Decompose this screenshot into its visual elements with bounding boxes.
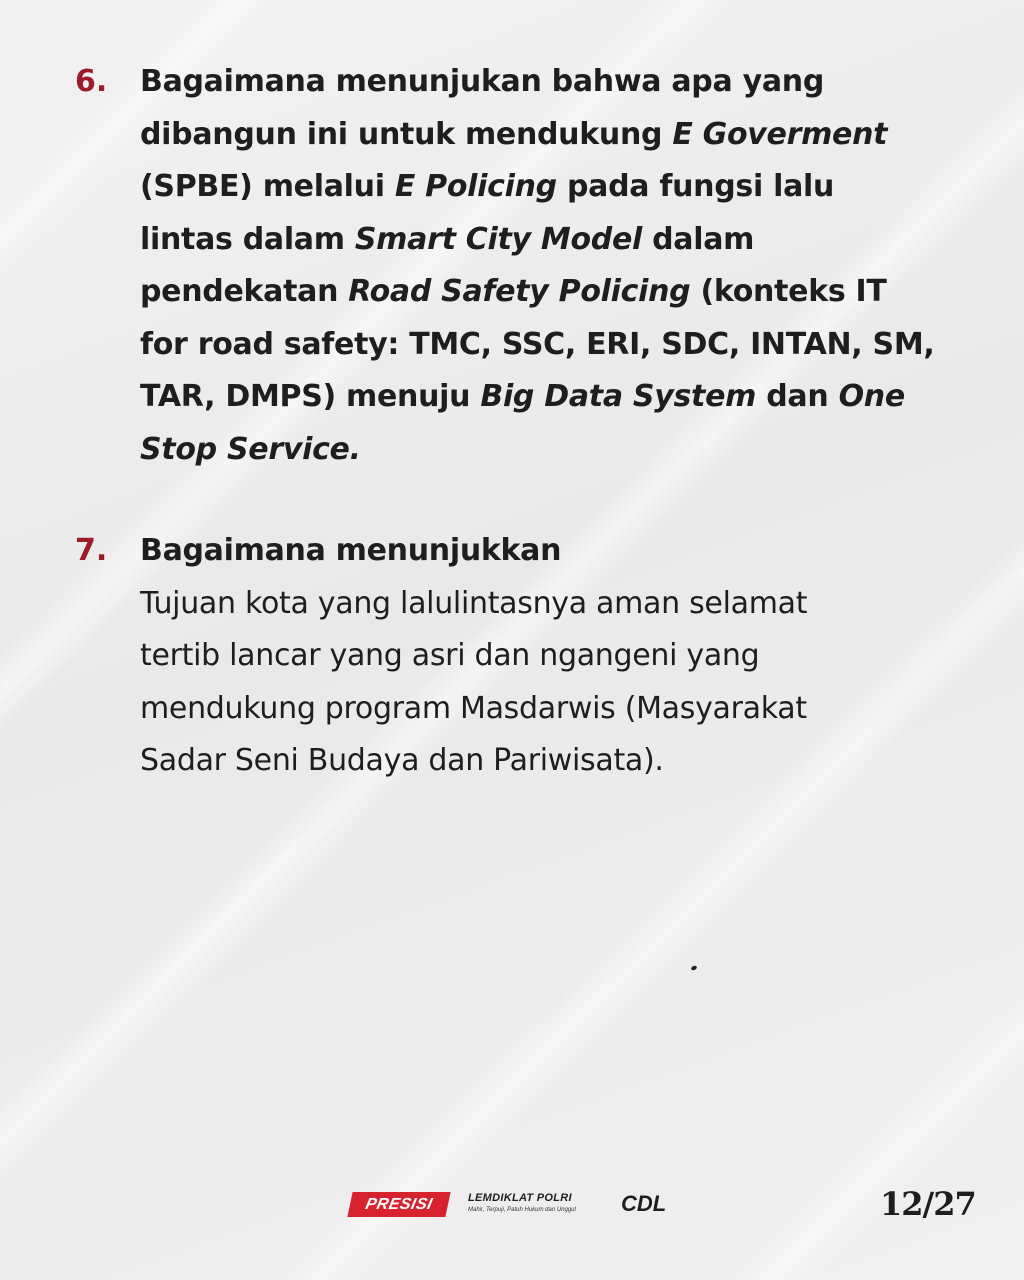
- text-segment: TAR, DMPS) menuju: [140, 379, 481, 414]
- text-segment: (SPBE) melalui: [140, 169, 395, 204]
- item-7-line: mendukung program Masdarwis (Masyarakat: [140, 690, 807, 726]
- presisi-logo: [347, 1192, 450, 1217]
- item-6-line: [140, 56, 965, 109]
- italic-term: One: [838, 379, 905, 414]
- item-7-heading: Bagaimana menunjukkan: [140, 533, 562, 568]
- text-segment: pada fungsi lalu: [556, 169, 835, 204]
- text-segment: dibangun ini untuk mendukung: [140, 116, 673, 152]
- lemdiklat-logo: [468, 1192, 608, 1213]
- text-segment: (konteks IT: [690, 274, 887, 309]
- text-segment: dalam: [641, 221, 755, 257]
- item-number: 6.: [75, 64, 108, 99]
- item-6-line: [140, 214, 965, 267]
- footer: [0, 1180, 1024, 1230]
- text-segment: dan: [756, 379, 839, 414]
- page-number: 12/27: [880, 1185, 976, 1223]
- item-7-line: tertib lancar yang asri dan ngangeni yang: [140, 638, 760, 673]
- text-segment: lintas dalam: [140, 221, 355, 257]
- item-6-text: [140, 56, 965, 476]
- item-6-line: [140, 266, 965, 319]
- text-segment: for road safety: TMC, SSC, ERI, SDC, INTAN, SM,: [140, 326, 935, 362]
- item-6-line: [140, 109, 965, 162]
- item-7-text: [140, 525, 965, 788]
- text-segment: pendekatan: [140, 274, 349, 309]
- item-number: 7.: [75, 533, 108, 568]
- text-segment: Bagaimana menunjukan bahwa apa yang: [140, 64, 824, 99]
- item-6-line: [140, 371, 965, 424]
- lemdiklat-name: LEMDIKLAT POLRI: [468, 1192, 572, 1204]
- item-6-line: [140, 424, 965, 477]
- italic-term: Stop Service.: [140, 431, 361, 467]
- italic-term: Smart City Model: [354, 221, 642, 257]
- italic-term: E Goverment: [672, 116, 888, 152]
- italic-term: E Policing: [394, 169, 557, 204]
- decorative-speck: [690, 965, 697, 971]
- item-7-line: Sadar Seni Budaya dan Pariwisata).: [140, 743, 664, 778]
- item-6-line: [140, 161, 965, 214]
- lemdiklat-tagline: Mahir, Terpuji, Patuh Hukum dan Unggul: [468, 1207, 576, 1213]
- item-6-line: [140, 319, 965, 372]
- italic-term: Road Safety Policing: [348, 274, 691, 309]
- italic-term: Big Data System: [480, 379, 757, 414]
- item-7-line: Tujuan kota yang lalulintasnya aman selamat: [140, 585, 808, 621]
- presisi-logo-text: PRESISI: [363, 1195, 435, 1213]
- cdl-logo: CDL: [621, 1191, 667, 1216]
